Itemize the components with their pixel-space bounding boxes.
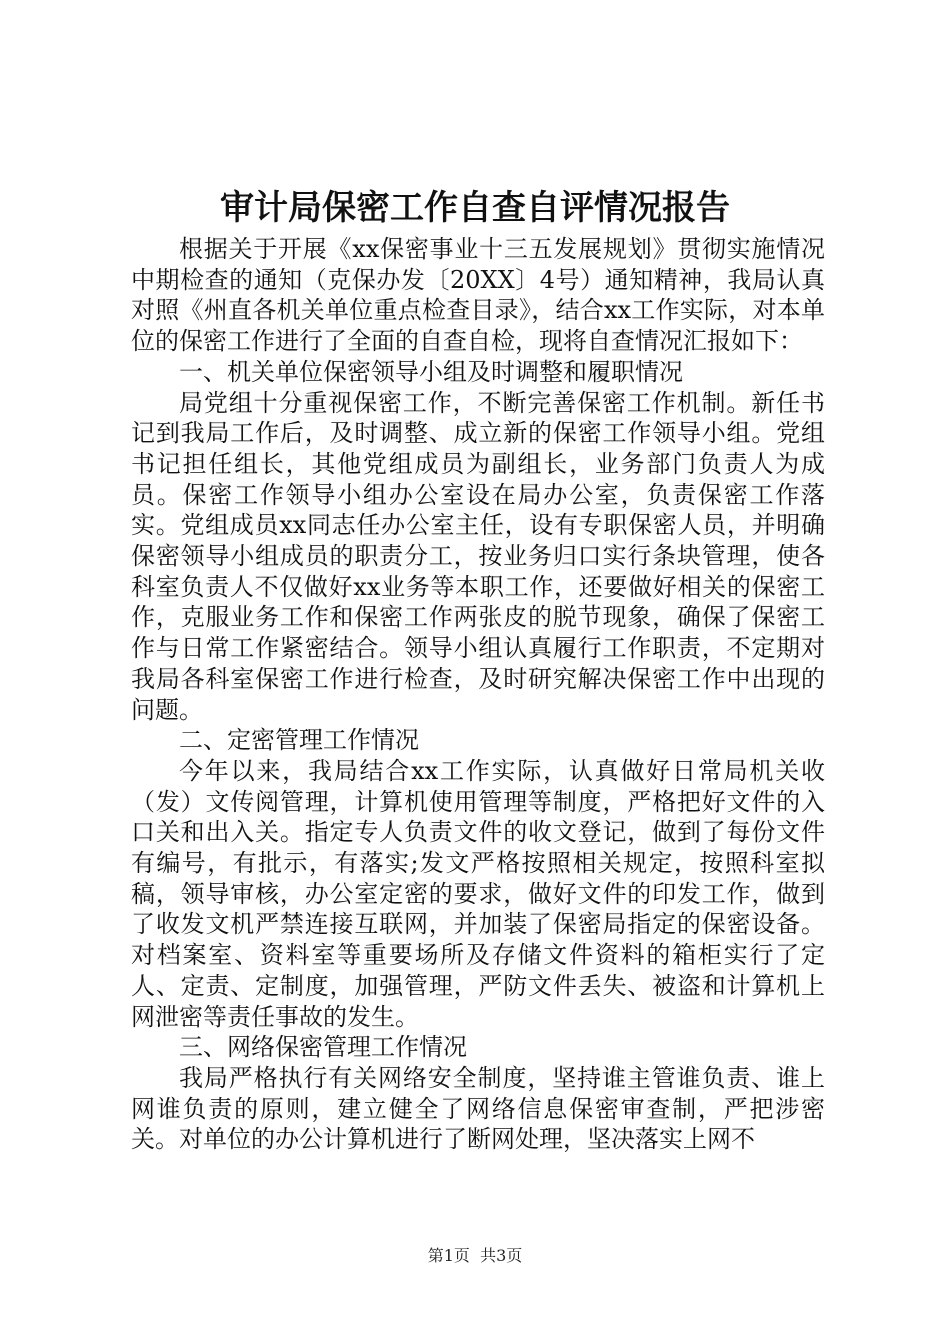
intro-paragraph: 根据关于开展《xx保密事业十三五发展规划》贯彻实施情况中期检查的通知（克保办发〔20XX〕4号）通知精神，我局认真对照《州直各机关单位重点检查目录》，结合xx工作实际，对本单位的保密工作进行了全面的自查自检，现将自查情况汇报如下： xyxy=(131,235,825,356)
document-title: 审计局保密工作自查自评情况报告 xyxy=(220,188,730,228)
section-heading-2: 二、定密管理工作情况 xyxy=(179,726,419,755)
section-paragraph-3: 我局严格执行有关网络安全制度，坚持谁主管谁负责、谁上网谁负责的原则，建立健全了网络信息保密审查制，严把涉密关。对单位的办公计算机进行了断网处理，坚决落实上网不 xyxy=(131,1063,825,1154)
section-paragraph-2: 今年以来，我局结合xx工作实际，认真做好日常局机关收（发）文传阅管理，计算机使用管理等制度，严格把好文件的入口关和出入关。指定专人负责文件的收文登记，做到了每份文件有编号，有批示，有落实;发文严格按照相关规定，按照科室拟稿，领导审核，办公室定密的要求，做好文件的印发工作，做到了收发文机严禁连接互联网，并加装了保密局指定的保密设备。对档案室、资料室等重要场所及存储文件资料的箱柜实行了定人、定责、定制度，加强管理，严防文件丢失、被盗和计算机上网泄密等责任事故的发生。 xyxy=(131,756,825,1031)
section-heading-3: 三、网络保密管理工作情况 xyxy=(179,1033,467,1062)
page-number-label: 第1页 共3页 xyxy=(427,1246,523,1265)
page-footer xyxy=(0,1246,950,1266)
document-body xyxy=(131,234,825,1155)
section-paragraph-1: 局党组十分重视保密工作，不断完善保密工作机制。新任书记到我局工作后，及时调整、成立新的保密工作领导小组。党组书记担任组长，其他党组成员为副组长，业务部门负责人为成员。保密工作领导小组办公室设在局办公室，负责保密工作落实。党组成员xx同志任办公室主任，设有专职保密人员，并明确保密领导小组成员的职责分工，按业务归口实行条块管理，使各科室负责人不仅做好xx业务等本职工作，还要做好相关的保密工作，克服业务工作和保密工作两张皮的脱节现象，确保了保密工作与日常工作紧密结合。领导小组认真履行工作职责，不定期对我局各科室保密工作进行检查，及时研究解决保密工作中出现的问题。 xyxy=(131,388,825,724)
section-heading-1: 一、机关单位保密领导小组及时调整和履职情况 xyxy=(179,357,683,386)
